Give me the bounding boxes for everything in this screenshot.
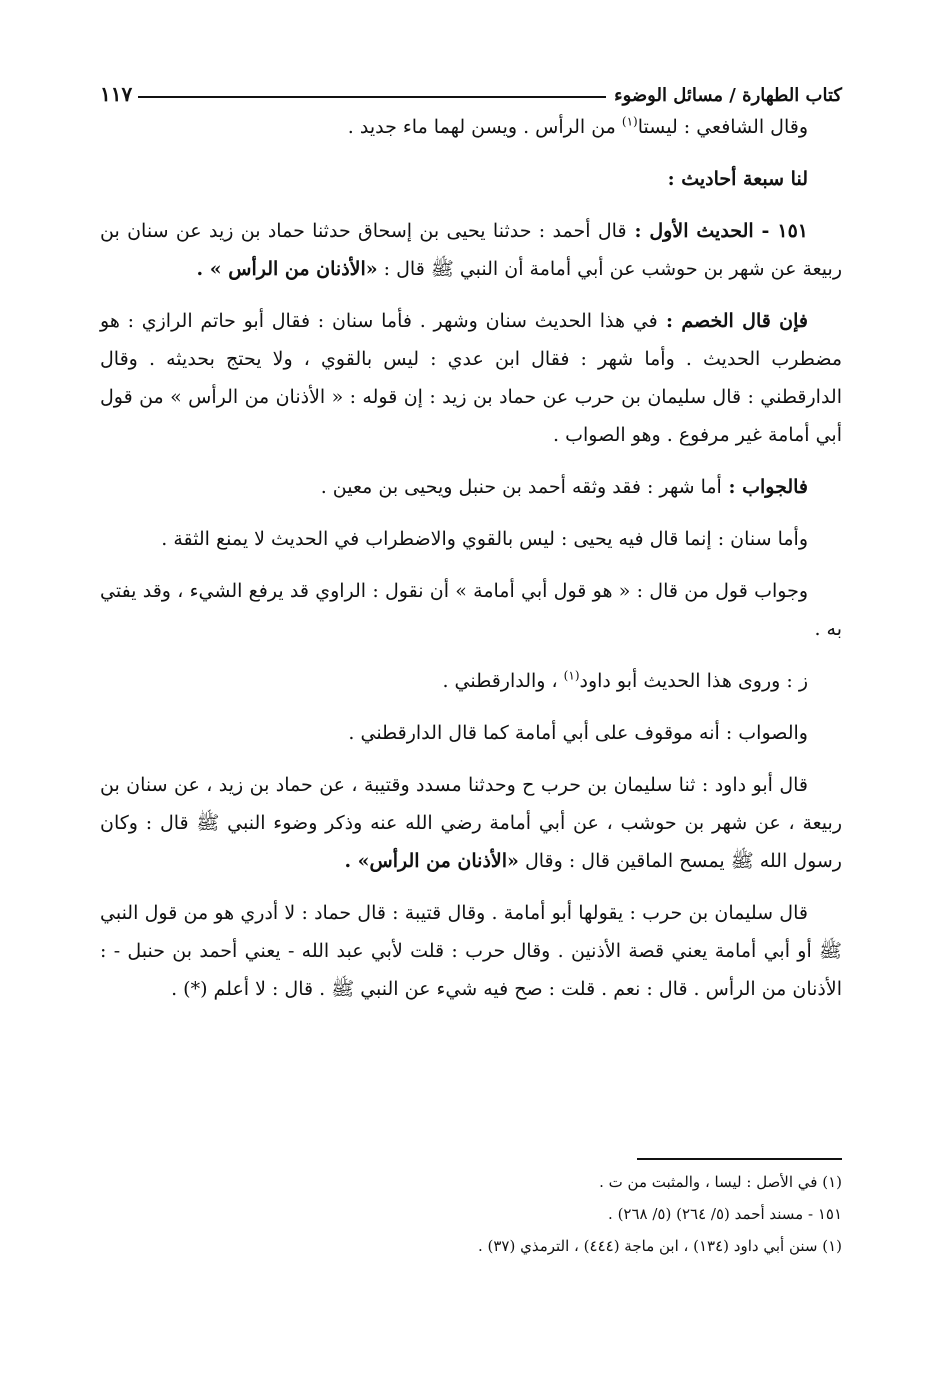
paragraph-correct: والصواب : أنه موقوف على أبي أمامة كما قال الدارقطني .	[348, 722, 808, 744]
section-heading: لنا سبعة أحاديث :	[667, 168, 808, 190]
objection-heading: فإن قال الخصم :	[657, 310, 808, 332]
footnote-ref: (١)	[563, 668, 580, 683]
paragraph-hadith-first	[100, 212, 842, 288]
paragraph-sulayman: قال سليمان بن حرب : يقولها أبو أمامة . وقال قتيبة : قال حماد : لا أدري هو من قول النبي ﷺ أو أبي أمامة يعني قصة الأذنين . وقال حرب : قلت لأبي عبد الله - يعني أحمد بن حنبل - : الأذنان من الرأس . قال : نعم . قلت : صح فيه شيء عن النبي ﷺ . قال : لا أعلم (*) .	[100, 902, 842, 1000]
page-header	[100, 70, 842, 106]
paragraph-text: في هذا الحديث سنان وشهر . فأما سنان : فقال أبو حاتم الرازي : هو مضطرب الحديث . وأما شهر : فقال ابن عدي : ليس بالقوي ، ولا يحتج بحديثه . وقال الدارقطني : قال سليمان بن حرب عن حماد بن زيد : إن قوله : « الأذنان من الرأس » من قول أبي أمامة غير مرفوع . وهو الصواب .	[100, 310, 842, 446]
page-number: ١١٧	[100, 82, 133, 106]
paragraph-text: من الرأس . ويسن لهما ماء جديد .	[347, 116, 622, 138]
hadith-quote: «الأذنان من الرأس» .	[344, 850, 519, 872]
footnote: ١٥١ - مسند أحمد (٥/ ٢٦٤) (٥/ ٢٦٨) .	[608, 1205, 842, 1223]
paragraph-abu-dawud-chain	[100, 766, 842, 880]
paragraph-text: ز : وروى هذا الحديث أبو داود	[579, 670, 808, 692]
paragraph-text: قال أحمد : حدثنا يحيى بن إسحاق حدثنا حماد بن زيد عن سنان بن ربيعة عن شهر بن حوشب عن أبي أمامة أن النبي ﷺ قال :	[100, 220, 842, 280]
footnote-ref: (١)	[621, 114, 638, 129]
footnotes	[100, 1158, 842, 1262]
header-rule	[138, 96, 606, 98]
paragraph-text: قال أبو داود : ثنا سليمان بن حرب ح وحدثنا مسدد وقتيبة ، عن حماد بن زيد ، عن سنان بن ربيعة ، عن شهر بن حوشب ، عن أبي أمامة رضي الله عنه وذكر وضوء النبي ﷺ قال : وكان رسول الله ﷺ يمسح الماقين قال : وقال	[100, 774, 842, 872]
paragraph-shafii	[100, 108, 842, 146]
paragraph-answer	[100, 468, 842, 506]
paragraph-text: وقال الشافعي : ليستا	[637, 116, 808, 138]
paragraph-abu-dawud-note	[100, 662, 842, 700]
footnote: (١) في الأصل : ليسا ، والمثبت من ت .	[599, 1173, 842, 1191]
paragraph-text: ، والدارقطني .	[442, 670, 564, 692]
paragraph-objection	[100, 302, 842, 454]
paragraph-reply: وجواب قول من قال : « هو قول أبي أمامة » أن نقول : الراوي قد يرفع الشيء ، وقد يفتي به .	[100, 580, 842, 640]
footnote-rule	[637, 1158, 842, 1160]
footnote: (١) سنن أبي داود (١٣٤) ، ابن ماجة (٤٤٤) ، الترمذي (٣٧) .	[477, 1237, 842, 1255]
answer-heading: فالجواب :	[721, 476, 808, 498]
paragraph-text: أما شهر : فقد وثقه أحمد بن حنبل ويحيى بن معين .	[320, 476, 722, 498]
hadith-heading: ١٥١ - الحديث الأول :	[626, 220, 808, 242]
main-text	[100, 108, 842, 1008]
running-title: كتاب الطهارة / مسائل الوضوء	[614, 85, 842, 106]
hadith-quote: «الأذنان من الرأس » .	[196, 258, 378, 280]
paragraph-sinan: وأما سنان : إنما قال فيه يحيى : ليس بالقوي والاضطراب في الحديث لا يمنع الثقة .	[161, 528, 808, 550]
